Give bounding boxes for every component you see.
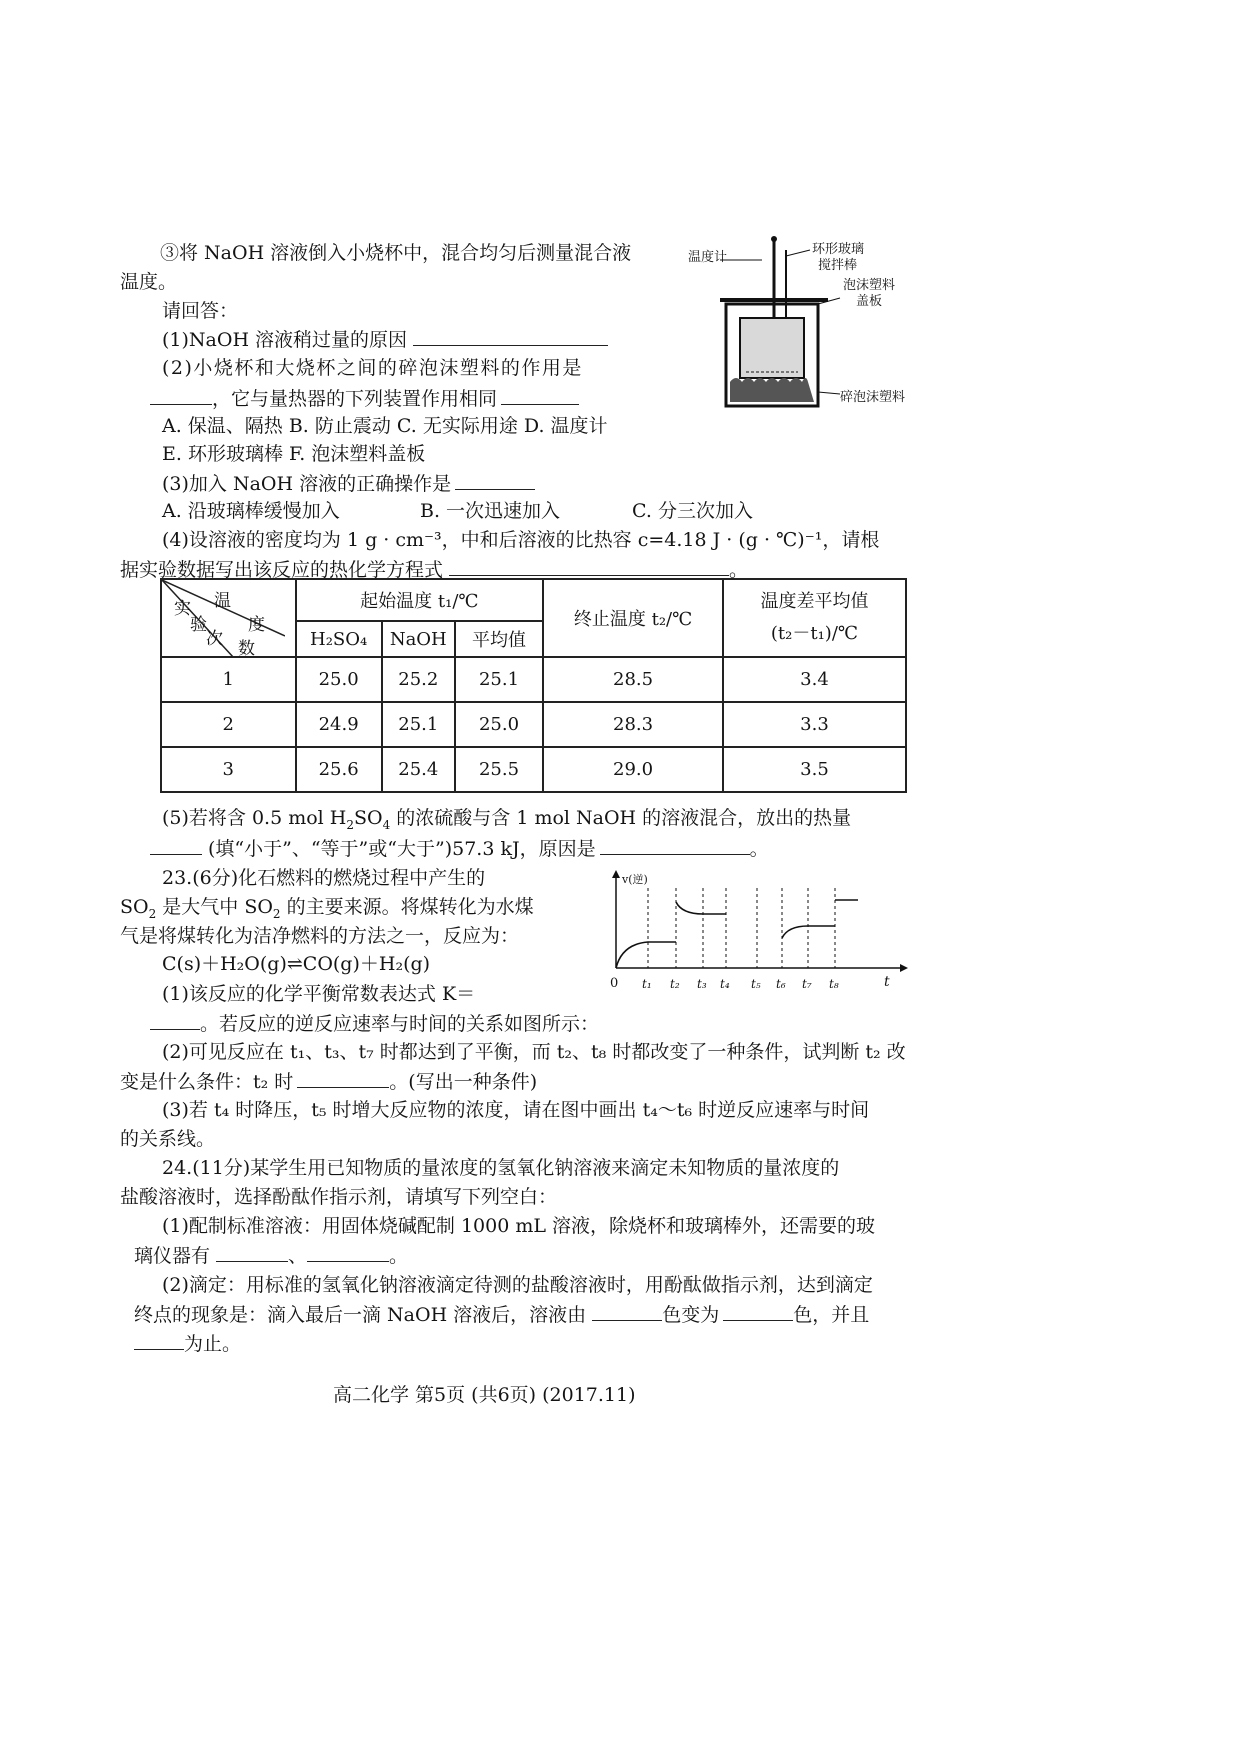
answer-blank[interactable]	[150, 1011, 200, 1030]
q24-part1-line2: 璃仪器有 、 。	[134, 1245, 409, 1267]
q22-part3-option-c: C. 分三次加入	[632, 500, 753, 522]
q23-line2: $SO_2$ 是大气中 $SO_2$ 的主要来源。将煤转化为水煤	[120, 896, 534, 921]
data-table	[160, 578, 907, 793]
cell-end-temp: 28.3	[543, 702, 723, 747]
q23-part1-line2: 。若反应的逆反应速率与时间的关系如图所示：	[150, 1011, 599, 1036]
q22-part3: (3)加入 NaOH 溶液的正确操作是	[162, 471, 535, 496]
header-end-temp: 终止温度 t₂/℃	[543, 579, 723, 657]
answer-blank[interactable]	[307, 1243, 389, 1262]
q24-line2: 盐酸溶液时，选择酚酞作指示剂，请填写下列空白：	[120, 1186, 558, 1208]
answer-blank[interactable]	[216, 1243, 288, 1262]
graph-tick: t₆	[776, 977, 786, 991]
corner-text: 验	[190, 615, 207, 635]
q24-part2-line3: 为止。	[134, 1331, 241, 1356]
q23-part3-line2: 的关系线。	[120, 1128, 216, 1150]
q22-prompt: 请回答：	[162, 300, 239, 322]
answer-blank[interactable]	[455, 471, 535, 490]
graph-origin: 0	[610, 976, 619, 991]
header-temp-diff	[723, 579, 906, 657]
table-row	[161, 702, 906, 747]
q22-part2-line1: (2)小烧杯和大烧杯之间的碎泡沫塑料的作用是	[162, 357, 583, 379]
cell-temp-diff: 3.3	[723, 702, 906, 747]
answer-blank[interactable]	[413, 327, 608, 346]
q24-part2-line1: (2)滴定：用标准的氢氧化钠溶液滴定待测的盐酸溶液时，用酚酞做指示剂，达到滴定	[162, 1274, 873, 1296]
label-lid-1: 泡沫塑料	[843, 278, 896, 293]
q23-equation: C(s)＋H₂O(g)⇌CO(g)＋H₂(g)	[162, 953, 431, 975]
corner-text: 数	[238, 639, 255, 659]
cell-trial: 2	[161, 702, 296, 747]
page-footer: 高二化学 第5页 (共6页) (2017.11)	[333, 1384, 636, 1406]
cell-h2so4: 24.9	[296, 702, 382, 747]
cell-trial: 3	[161, 747, 296, 792]
q22-step3-line2: 温度。	[120, 271, 178, 293]
graph-tick: t₇	[802, 977, 812, 991]
graph-tick: t₄	[720, 977, 730, 991]
label-foam: 碎泡沫塑料	[840, 390, 906, 405]
q22-part2-line2: ，它与量热器的下列装置作用相同	[150, 386, 579, 411]
graph-tick: t₃	[697, 977, 707, 991]
table-row	[161, 657, 906, 702]
graph-tick: t₈	[829, 977, 839, 991]
cell-naoh: 25.2	[382, 657, 455, 702]
answer-blank[interactable]	[297, 1069, 389, 1088]
answer-blank[interactable]	[150, 836, 202, 855]
label-lid-2: 盖板	[856, 294, 883, 309]
answer-blank[interactable]	[150, 386, 212, 405]
table-corner-cell	[161, 579, 296, 657]
cell-average: 25.1	[455, 657, 543, 702]
q23-part3-line1: (3)若 t₄ 时降压，t₅ 时增大反应物的浓度，请在图中画出 t₄～t₆ 时逆反应速率与时间	[162, 1099, 870, 1121]
q24-line1: 24.(11分)某学生用已知物质的量浓度的氢氧化钠溶液来滴定未知物质的量浓度的	[162, 1157, 840, 1179]
corner-text: 次	[206, 629, 223, 649]
q24-part2-line2: 终点的现象是：滴入最后一滴 NaOH 溶液后，溶液由 色变为 色，并且	[134, 1304, 870, 1326]
header-average: 平均值	[455, 621, 543, 657]
q23-part2-line2: 变是什么条件：t₂ 时 。(写出一种条件)	[120, 1071, 538, 1093]
q22-part3-option-a: A. 沿玻璃棒缓慢加入	[162, 500, 340, 522]
answer-blank[interactable]	[592, 1302, 662, 1321]
cell-temp-diff: 3.5	[723, 747, 906, 792]
cell-temp-diff: 3.4	[723, 657, 906, 702]
cell-naoh: 25.1	[382, 702, 455, 747]
corner-text: 实	[174, 599, 191, 619]
graph-x-label: t	[884, 974, 890, 990]
q22-part1: (1)NaOH 溶液稍过量的原因	[162, 327, 608, 352]
cell-trial: 1	[161, 657, 296, 702]
cell-average: 25.5	[455, 747, 543, 792]
answer-blank[interactable]	[723, 1302, 793, 1321]
cell-end-temp: 28.5	[543, 657, 723, 702]
q22-part4-line1: (4)设溶液的密度均为 1 g · cm⁻³，中和后溶液的比热容 c=4.18 J · (g · ℃)⁻¹，请根	[162, 529, 880, 551]
graph-tick: t₅	[751, 977, 761, 991]
diff-header-line1: 温度差平均值	[760, 591, 869, 612]
answer-blank[interactable]	[501, 386, 579, 405]
q22-part3-option-b: B. 一次迅速加入	[420, 500, 561, 522]
label-stirrer-1: 环形玻璃	[812, 242, 865, 257]
header-naoh: NaOH	[382, 621, 455, 657]
q22-part2-options-1: A. 保温、隔热 B. 防止震动 C. 无实际用途 D. 温度计	[162, 415, 608, 437]
corner-text: 度	[248, 615, 265, 635]
q24-part1-line1: (1)配制标准溶液：用固体烧碱配制 1000 mL 溶液，除烧杯和玻璃棒外，还需要的玻	[162, 1215, 876, 1237]
q22-step3-line1: ③将 NaOH 溶液倒入小烧杯中，混合均匀后测量混合液	[160, 242, 632, 264]
cell-average: 25.0	[455, 702, 543, 747]
q22-part2-options-2: E. 环形玻璃棒 F. 泡沫塑料盖板	[162, 443, 426, 465]
cell-end-temp: 29.0	[543, 747, 723, 792]
header-h2so4: H₂SO₄	[296, 621, 382, 657]
corner-text: 温	[214, 591, 231, 611]
q23-part1-line1: (1)该反应的化学平衡常数表达式 K＝	[162, 983, 476, 1005]
cell-naoh: 25.4	[382, 747, 455, 792]
cell-h2so4: 25.6	[296, 747, 382, 792]
q22-part4-line2: 据实验数据写出该反应的热化学方程式 。	[120, 559, 749, 581]
label-thermometer: 温度计	[688, 250, 728, 265]
q23-part2-line1: (2)可见反应在 t₁、t₃、t₇ 时都达到了平衡，而 t₂、t₈ 时都改变了一种条件，试判断 t₂ 改	[162, 1041, 906, 1063]
cell-h2so4: 25.0	[296, 657, 382, 702]
answer-blank[interactable]	[449, 557, 729, 576]
q23-line3: 气是将煤转化为洁净燃料的方法之一，反应为：	[120, 925, 520, 947]
graph-y-label: v(逆)	[622, 873, 648, 886]
q22-part5-line2: (填“小于”、“等于”或“大于”)57.3 kJ，原因是 。	[150, 836, 769, 861]
q22-part5-line1: (5)若将含 0.5 mol $H_2SO_4$ 的浓硫酸与含 1 mol NaOH 的溶液混合，放出的热量	[162, 807, 852, 832]
header-start-temp: 起始温度 t₁/℃	[296, 579, 544, 621]
table-row	[161, 747, 906, 792]
label-stirrer-2: 搅拌棒	[818, 258, 858, 273]
graph-tick: t₂	[670, 977, 680, 991]
diff-header-line2: (t₂－t₁)/℃	[770, 623, 859, 644]
answer-blank[interactable]	[134, 1331, 184, 1350]
q23-line1: 23.(6分)化石燃料的燃烧过程中产生的	[162, 867, 486, 889]
graph-tick: t₁	[642, 977, 652, 991]
answer-blank[interactable]	[600, 836, 750, 855]
